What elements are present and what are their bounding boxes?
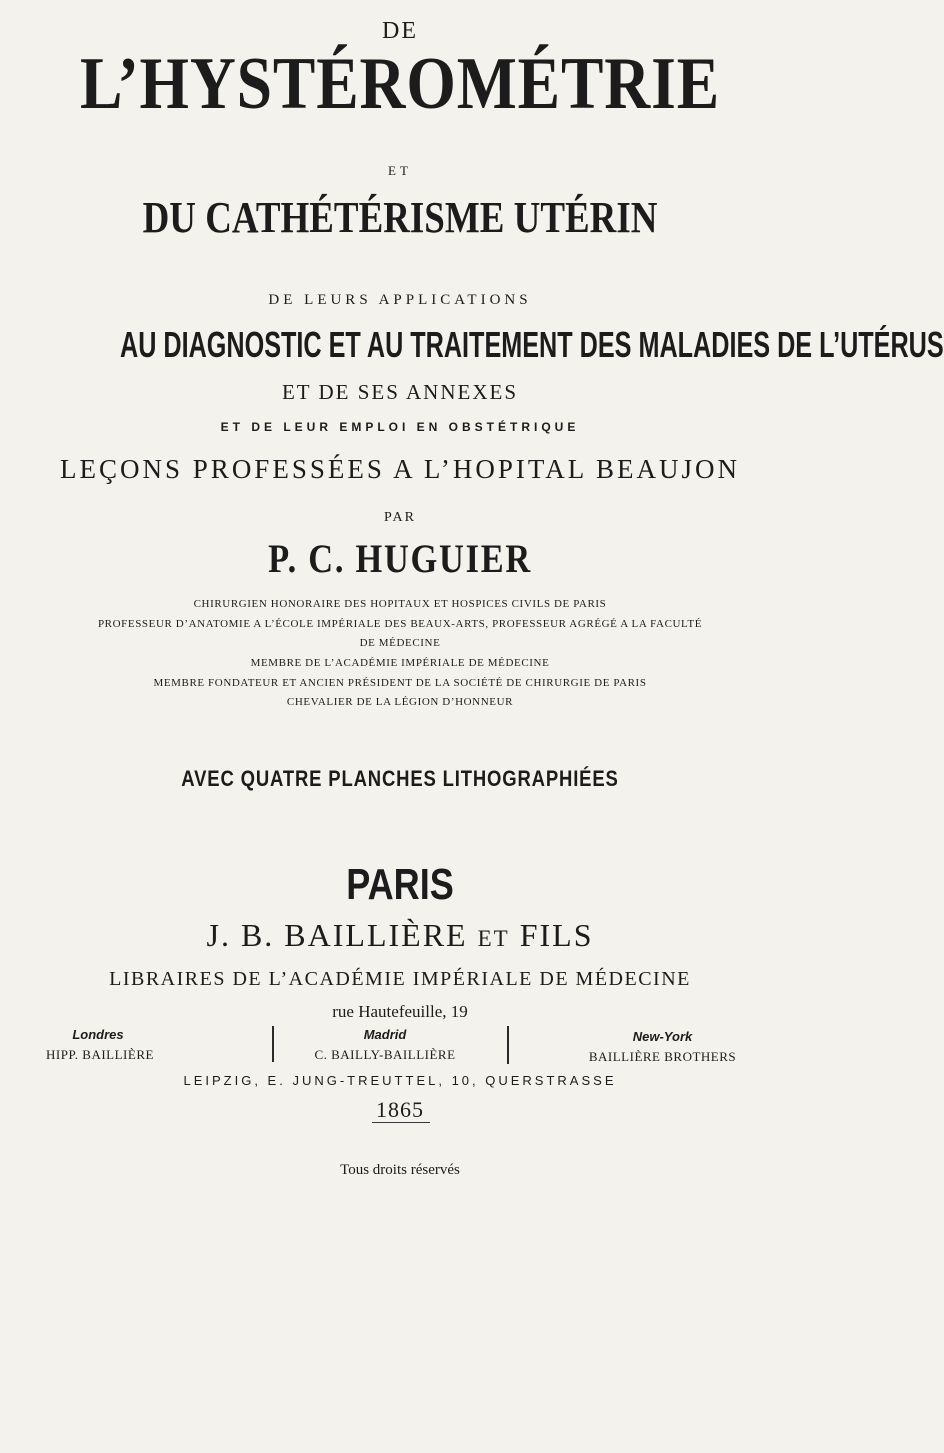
column-divider — [272, 1026, 274, 1062]
publisher-name-main: J. B. BAILLIÈRE — [206, 917, 468, 953]
leipzig-line: LEIPZIG, E. JUNG-TREUTTEL, 10, QUERSTRASSE — [183, 1073, 617, 1088]
author-credential: MEMBRE DE L’ACADÉMIE IMPÉRIALE DE MÉDECINE — [250, 657, 550, 669]
branch-publisher: HIPP. BAILLIÈRE — [46, 1047, 154, 1062]
imprint-city: PARIS — [346, 860, 454, 909]
obstetrics-line: ET DE LEUR EMPLOI EN OBSTÉTRIQUE — [220, 420, 580, 434]
main-title: L’HYSTÉROMÉTRIE — [79, 43, 721, 125]
branch-city: Madrid — [363, 1027, 407, 1042]
publisher-address: rue Hautefeuille, 19 — [332, 1002, 468, 1021]
rights-notice: Tous droits réservés — [340, 1162, 460, 1178]
publisher-name — [0, 917, 800, 954]
publisher-name-fils: FILS — [519, 917, 594, 953]
title-prefix: DE — [382, 18, 418, 44]
author-credential: MEMBRE FONDATEUR ET ANCIEN PRÉSIDENT DE LA SOCIÉTÉ DE CHIRURGIE DE PARIS — [153, 677, 647, 689]
branch-city: New-York — [632, 1029, 693, 1044]
author-credential: DE MÉDECINE — [359, 637, 441, 649]
by-label: PAR — [384, 510, 416, 525]
year-rule — [372, 1122, 430, 1123]
branch-publisher: C. BAILLY-BAILLIÈRE — [314, 1047, 456, 1062]
publisher-name-et: ET — [477, 926, 510, 951]
column-divider — [507, 1026, 509, 1064]
subtitle: DU CATHÉTÉRISME UTÉRIN — [142, 193, 658, 242]
author-credential: CHEVALIER DE LA LÉGION D’HONNEUR — [286, 696, 514, 708]
annexes-line: ET DE SES ANNEXES — [281, 380, 519, 404]
applications-line: DE LEURS APPLICATIONS — [268, 292, 532, 308]
author-name: P. C. HUGUIER — [268, 536, 532, 581]
branch-publisher: BAILLIÈRE BROTHERS — [588, 1049, 737, 1064]
lectures-line: LEÇONS PROFESSÉES A L’HOPITAL BEAUJON — [60, 454, 740, 484]
publication-year: 1865 — [376, 1097, 424, 1122]
author-credential: CHIRURGIEN HONORAIRE DES HOPITAUX ET HOSPICES CIVILS DE PARIS — [193, 598, 607, 610]
title-conjunction: ET — [388, 163, 412, 178]
publisher-title: LIBRAIRES DE L’ACADÉMIE IMPÉRIALE DE MÉDECINE — [109, 968, 691, 990]
branch-city: Londres — [72, 1027, 124, 1042]
diagnostic-line: AU DIAGNOSTIC ET AU TRAITEMENT DES MALADIES DE L’UTÉRUS — [120, 324, 944, 365]
author-credential: PROFESSEUR D’ANATOMIE A L’ÉCOLE IMPÉRIALE DES BEAUX-ARTS, PROFESSEUR AGRÉGÉ A LA FACULTÉ — [97, 618, 703, 630]
plates-note: AVEC QUATRE PLANCHES LITHOGRAPHIÉES — [181, 766, 619, 791]
